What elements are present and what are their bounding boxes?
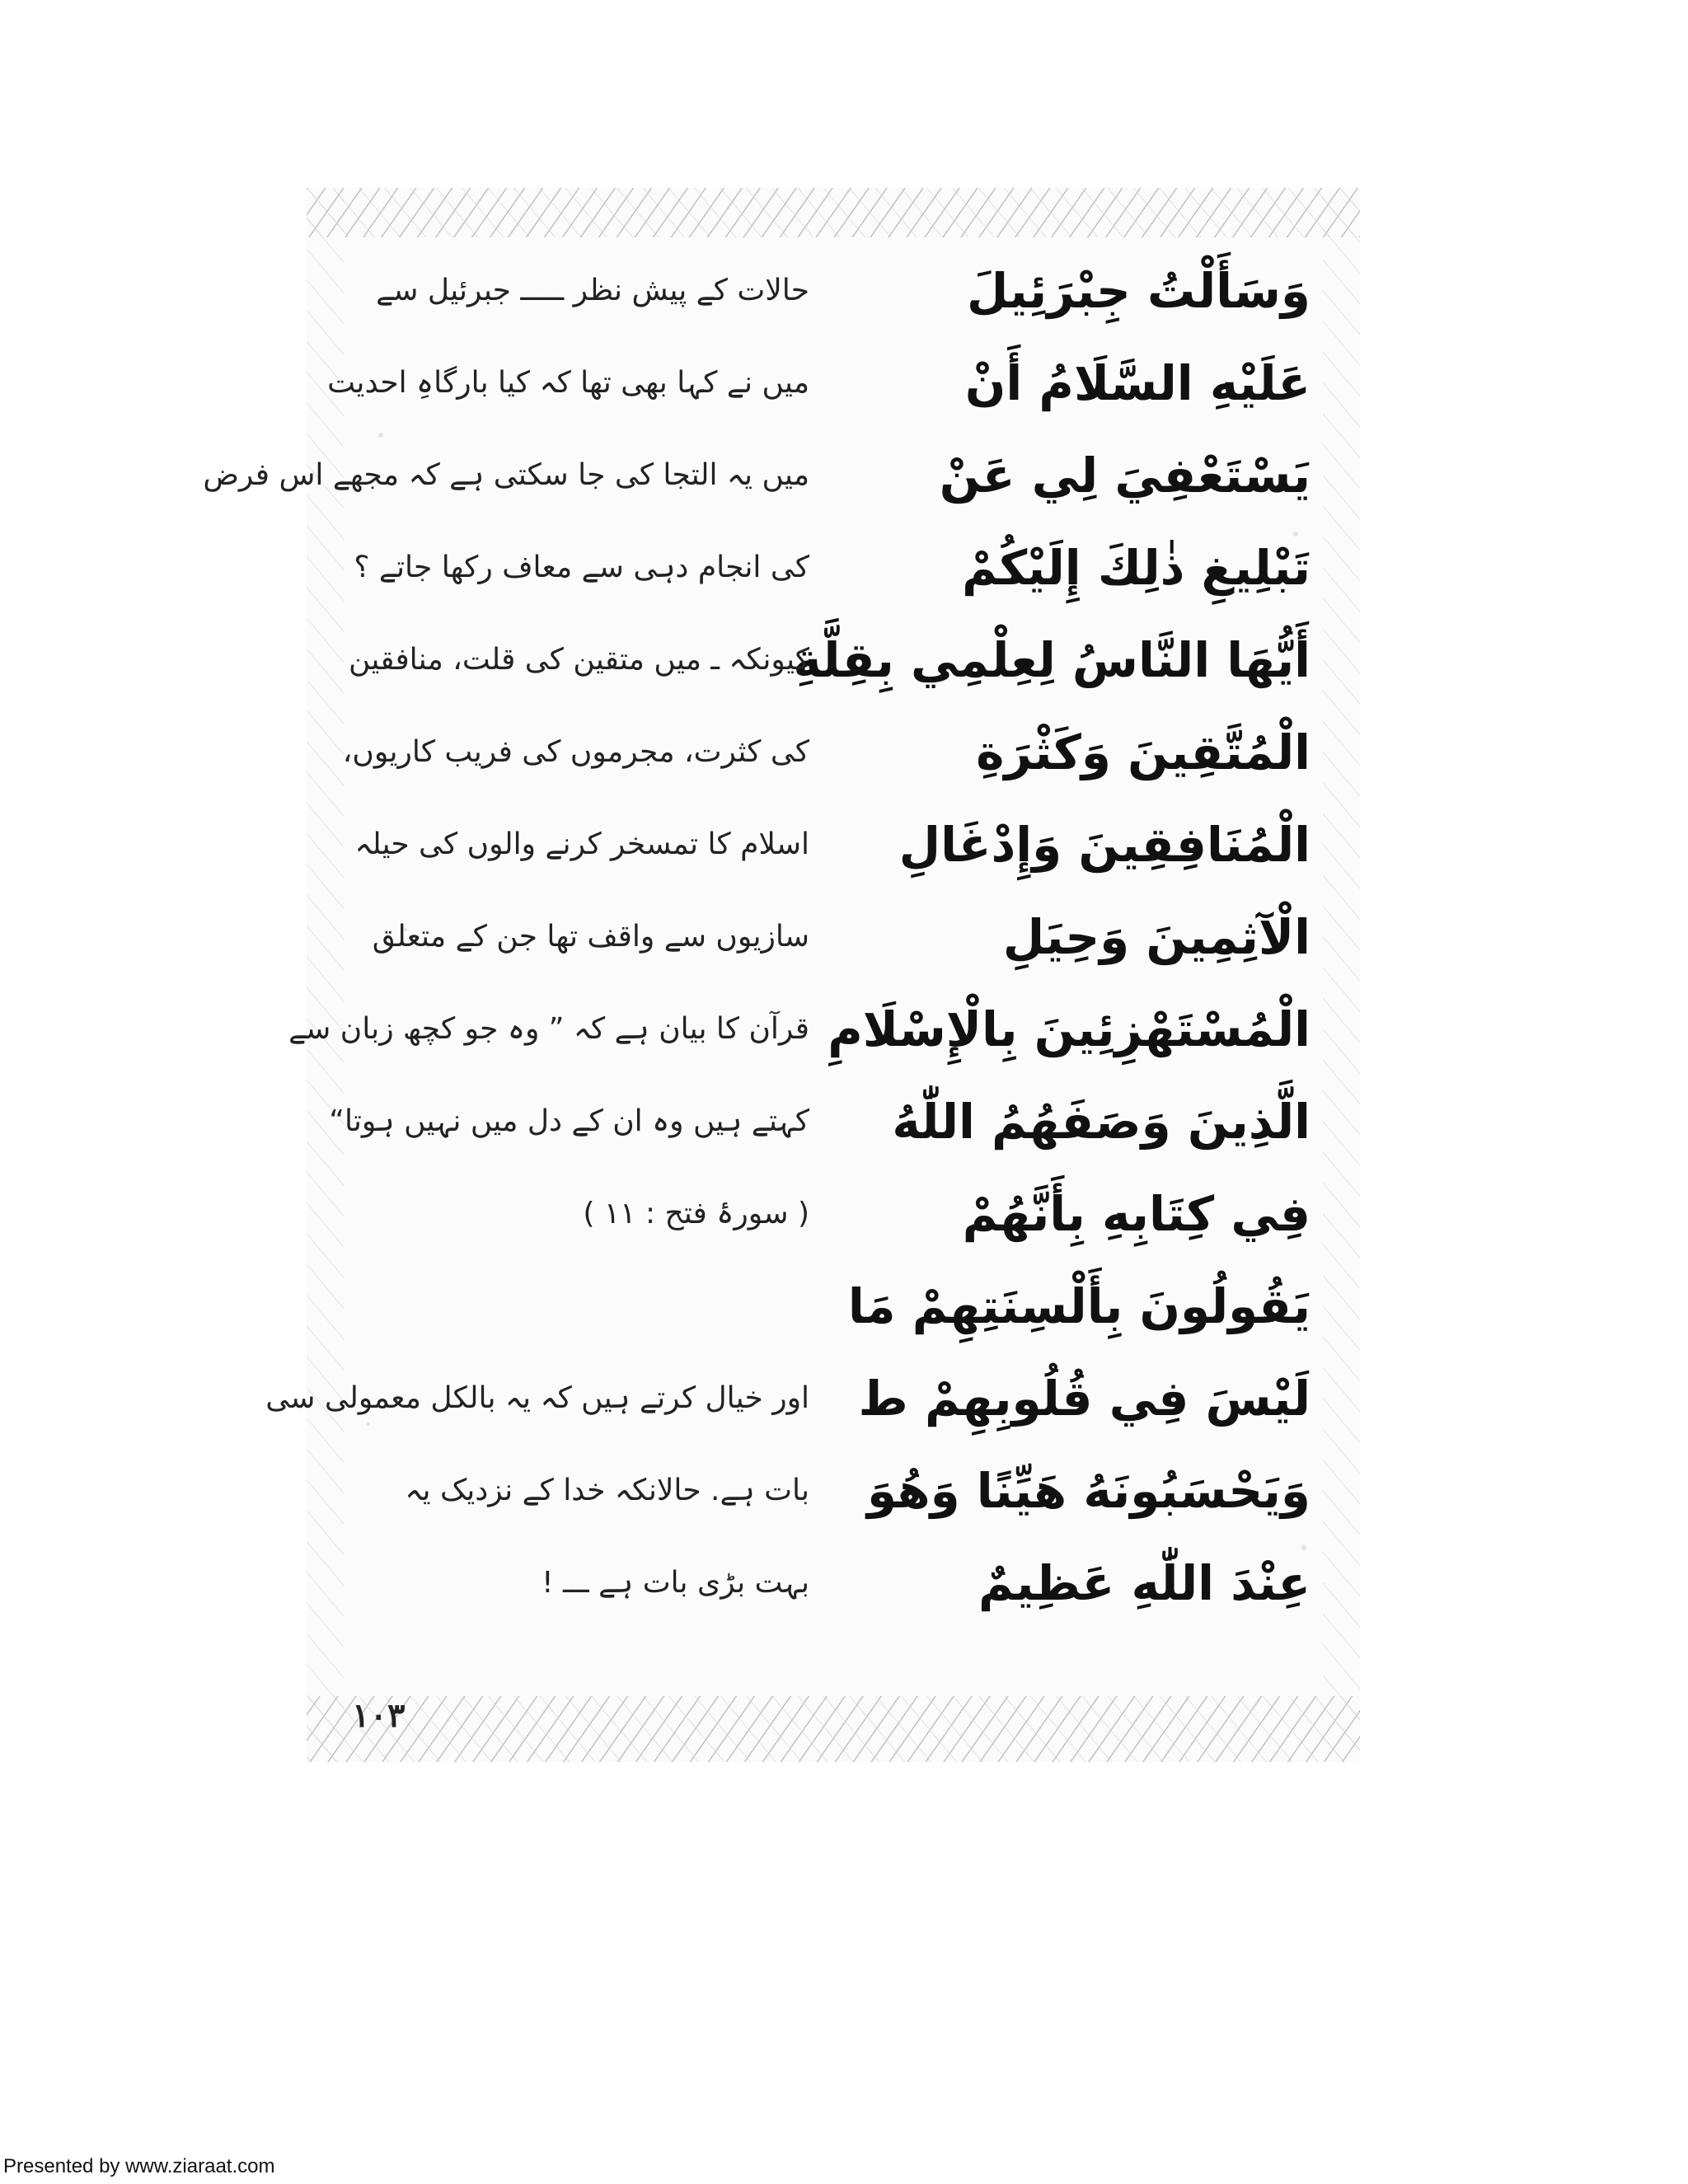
urdu-line: بہت بڑی بات ہے ـــ ! — [542, 1566, 809, 1600]
urdu-line: ( سورۂ فتح : ۱۱ ) — [583, 1197, 809, 1230]
arabic-line: أَيُّهَا النَّاسُ لِعِلْمِي بِقِلَّةِ — [793, 632, 1311, 688]
text-columns — [203, 246, 1311, 1671]
verse-row — [356, 1169, 1311, 1259]
arabic-line: عِنْدَ اللّٰهِ عَظِيمٌ — [978, 1555, 1311, 1611]
urdu-line: کیونکہ ـ میں متقین کی قلت، منافقین — [348, 643, 809, 677]
arabic-line: تَبْلِيغِ ذٰلِكَ إِلَيْكُمْ — [962, 540, 1311, 596]
arabic-line: الْمُنَافِقِينَ وَإِدْغَالِ — [898, 817, 1311, 873]
verse-row — [265, 1353, 1311, 1444]
verse-row — [329, 1076, 1311, 1167]
arabic-line: الْمُتَّقِينَ وَكَثْرَةِ — [976, 724, 1311, 780]
verse-row — [356, 523, 1311, 613]
verse-row — [327, 338, 1311, 429]
arabic-line: لَيْسَ فِي قُلُوبِهِمْ ط — [858, 1371, 1311, 1427]
verse-row — [342, 707, 1311, 798]
arabic-line: الَّذِينَ وَصَفَهُمُ اللّٰهُ — [892, 1094, 1311, 1150]
urdu-line: میں نے کہا بھی تھا کہ کیا بارگاہِ احدیت — [327, 366, 809, 400]
verse-row — [348, 615, 1311, 705]
urdu-line: بات ہے. حالانکہ خدا کے نزدیک یہ — [405, 1474, 809, 1507]
urdu-line: حالات کے پیش نظر ـــــ جبرئیل سے — [376, 274, 809, 307]
arabic-line: وَيَحْسَبُونَهُ هَيِّنًا وَهُوَ — [866, 1463, 1311, 1519]
urdu-line: اسلام کا تمسخر کرنے والوں کی حیلہ — [354, 827, 809, 861]
arabic-line: فِي كِتَابِهِ بِأَنَّهُمْ — [962, 1186, 1311, 1242]
verse-row — [356, 799, 1311, 890]
verse-row — [288, 984, 1311, 1075]
verse-row — [356, 246, 1311, 336]
urdu-line — [381, 1261, 809, 1352]
urdu-line: کی انجام دہی سے معاف رکھا جاتے ؟ — [354, 551, 809, 584]
verse-row — [356, 892, 1311, 982]
arabic-line: الْآثِمِينَ وَحِيَلِ — [1002, 909, 1311, 965]
urdu-line: سازیوں سے واقف تھا جن کے متعلق — [372, 920, 809, 954]
footer-credit: Presented by www.ziaraat.com — [3, 2155, 275, 2177]
arabic-line: عَلَيْهِ السَّلَامُ أَنْ — [964, 355, 1311, 411]
verse-row — [356, 1261, 1311, 1352]
verse-row — [356, 1538, 1311, 1629]
urdu-line: قرآن کا بیان ہے کہ ” وہ جو کچھ زبان سے — [288, 1012, 809, 1046]
verse-row — [203, 430, 1311, 521]
urdu-line: اور خیال کرتے ہیں کہ یہ بالکل معمولی سی — [265, 1381, 809, 1415]
urdu-line: میں یہ التجا کی جا سکتی ہے کہ مجھے اس فرض — [203, 458, 809, 492]
verse-row — [356, 1446, 1311, 1536]
page-number: ۱۰۳ — [352, 1696, 406, 1735]
arabic-line: يَسْتَعْفِيَ لِي عَنْ — [939, 448, 1311, 504]
urdu-line: کہتے ہیں وہ ان کے دل میں نہیں ہوتا“ — [329, 1104, 809, 1138]
arabic-line: يَقُولُونَ بِأَلْسِنَتِهِمْ مَا — [847, 1278, 1311, 1334]
arabic-line: الْمُسْتَهْزِئِينَ بِالْإِسْلَامِ — [828, 1001, 1311, 1057]
arabic-line: وَسَأَلْتُ جِبْرَئِيلَ — [966, 263, 1311, 319]
scanned-page — [203, 188, 1360, 1762]
urdu-line: کی کثرت، مجرموں کی فریب کاریوں، — [342, 735, 809, 769]
